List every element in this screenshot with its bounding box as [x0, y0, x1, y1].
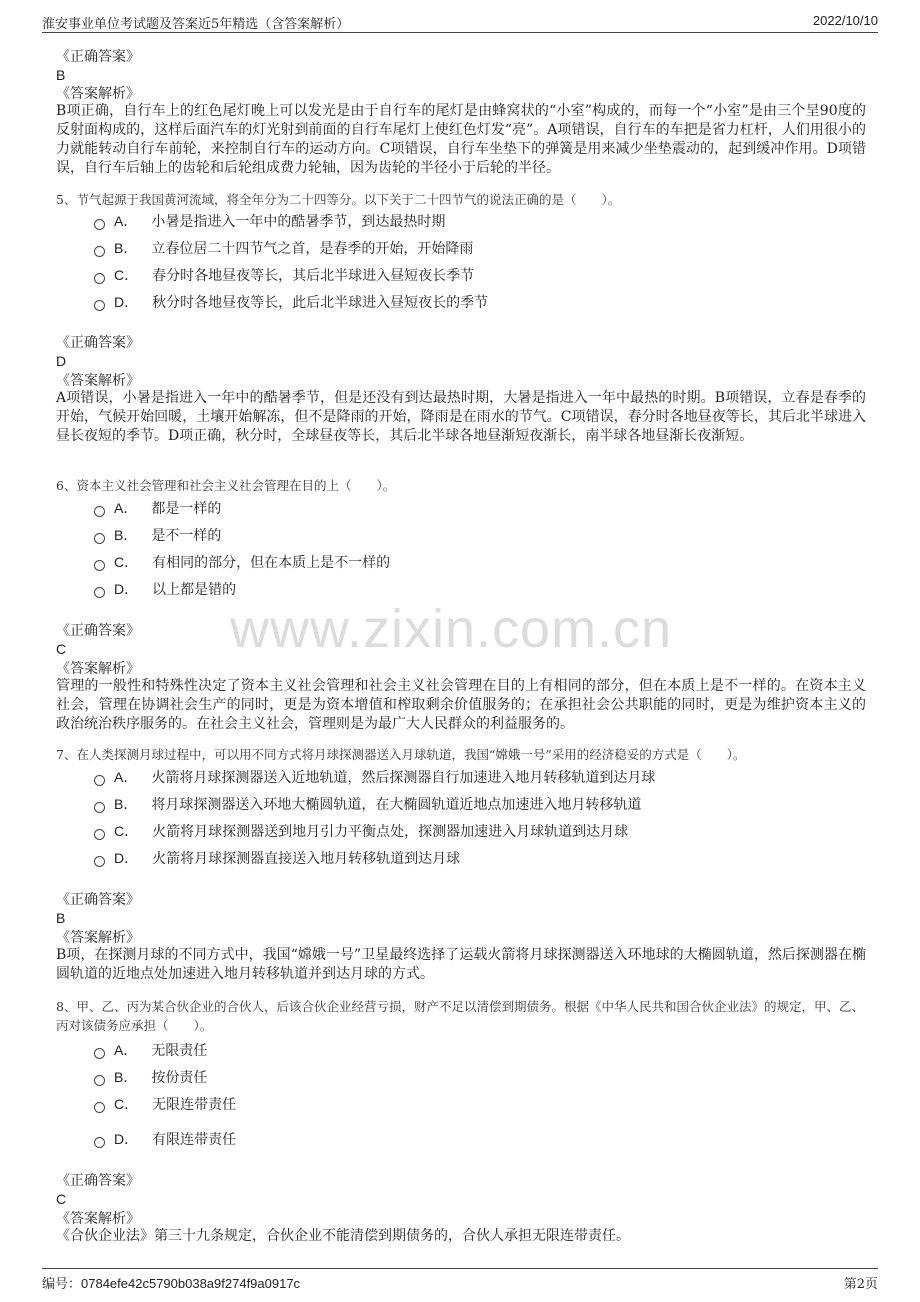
radio-icon[interactable]	[94, 533, 105, 544]
option-b[interactable]: B． 立春位居二十四节气之首，是春季的开始，开始降雨	[94, 237, 473, 259]
correct-answer-label: 《正确答案》	[56, 1173, 140, 1189]
analysis-label: 《答案解析》	[56, 661, 140, 677]
option-a[interactable]: A． 小暑是指进入一年中的酷暑季节，到达最热时期	[94, 210, 445, 232]
document-code: 编号：0784efe42c5790b038a9f274f9a0917c	[42, 1276, 301, 1292]
question-stem: 5、节气起源于我国黄河流域，将全年分为二十四等分。以下关于二十四节气的说法正确的是（ ）。	[56, 192, 621, 207]
option-c[interactable]: C． 火箭将月球探测器送到地月引力平衡点处，探测器加速进入月球轨道到达月球	[94, 820, 628, 842]
analysis-text: A项错误，小暑是指进入一年中的酷暑季节，但是还没有到达最热时期，大暑是指进入一年中最热的时期。B项错误，立春是春季的开始，气候开始回暖，土壤开始解冻，但不是降雨的开始，降雨是在雨水的节气。C项错误，春分时各地昼夜等长，其后北半球进入昼长夜短的季节。D项正确，秋分时，全球昼夜等长，其后北半球各地昼渐短夜渐长，南半球各地昼渐长夜渐短。	[56, 390, 866, 444]
option-b[interactable]: B． 将月球探测器送入环地大椭圆轨道，在大椭圆轨道近地点加速进入地月转移轨道	[94, 793, 641, 815]
radio-icon[interactable]	[94, 560, 105, 571]
watermark: www.zixin.com.cn	[230, 599, 673, 659]
radio-icon[interactable]	[94, 219, 105, 230]
radio-icon[interactable]	[94, 246, 105, 257]
correct-answer-label: 《正确答案》	[56, 335, 140, 351]
page-header	[42, 10, 878, 33]
radio-icon[interactable]	[94, 1075, 105, 1086]
radio-icon[interactable]	[94, 1048, 105, 1059]
option-d[interactable]: D． 有限连带责任	[94, 1128, 236, 1150]
radio-icon[interactable]	[94, 829, 105, 840]
option-a[interactable]: A． 都是一样的	[94, 497, 221, 519]
correct-answer-value: D	[56, 353, 67, 369]
option-a[interactable]: A． 火箭将月球探测器送入近地轨道，然后探测器自行加速进入地月转移轨道到达月球	[94, 766, 655, 788]
correct-answer-label: 《正确答案》	[56, 892, 140, 908]
option-b[interactable]: B． 按份责任	[94, 1066, 207, 1088]
analysis-text: 《合伙企业法》第三十九条规定，合伙企业不能清偿到期债务的，合伙人承担无限连带责任。	[56, 1228, 630, 1244]
question-stem: 7、在人类探测月球过程中，可以用不同方式将月球探测器送入月球轨道，我国“嫦娥一号”采用的经济稳妥的方式是（ ）。	[56, 747, 746, 762]
analysis-label: 《答案解析》	[56, 86, 140, 102]
option-d[interactable]: D． 火箭将月球探测器直接送入地月转移轨道到达月球	[94, 847, 460, 869]
option-b[interactable]: B． 是不一样的	[94, 524, 221, 546]
correct-answer-value: B	[56, 67, 66, 83]
radio-icon[interactable]	[94, 587, 105, 598]
correct-answer-label: 《正确答案》	[56, 623, 140, 639]
correct-answer-value: C	[56, 641, 67, 657]
analysis-text: 管理的一般性和特殊性决定了资本主义社会管理和社会主义社会管理在目的上有相同的部分，但在本质上是不一样的。在资本主义社会，管理在协调社会生产的同时，更是为资本增值和榨取剩余价值服务的；在承担社会公共职能的同时，更是为维护资本主义的政治统治秩序服务的。在社会主义社会，管理则是为最广大人民群众的利益服务的。	[56, 678, 866, 732]
radio-icon[interactable]	[94, 775, 105, 786]
analysis-text: B项，在探测月球的不同方式中，我国“嫦娥一号”卫星最终选择了运载火箭将月球探测器送入环地球的大椭圆轨道，然后探测器在椭圆轨道的近地点处加速进入地月转移轨道并到达月球的方式。	[56, 947, 866, 982]
document-title: 淮安事业单位考试题及答案近5年精选（含答案解析）	[42, 17, 350, 32]
radio-icon[interactable]	[94, 506, 105, 517]
correct-answer-label: 《正确答案》	[56, 49, 140, 65]
radio-icon[interactable]	[94, 273, 105, 284]
document-date: 2022/10/10	[812, 13, 878, 28]
correct-answer-value: B	[56, 910, 66, 926]
question-stem: 6、资本主义社会管理和社会主义社会管理在目的上（ ）。	[56, 478, 396, 493]
option-c[interactable]: C． 春分时各地昼夜等长，其后北半球进入昼短夜长季节	[94, 264, 474, 286]
analysis-label: 《答案解析》	[56, 373, 140, 389]
page-footer	[42, 1268, 878, 1292]
option-a[interactable]: A． 无限责任	[94, 1039, 207, 1061]
radio-icon[interactable]	[94, 1137, 105, 1148]
option-d[interactable]: D． 秋分时各地昼夜等长，此后北半球进入昼短夜长的季节	[94, 291, 488, 313]
option-c[interactable]: C． 有相同的部分，但在本质上是不一样的	[94, 551, 390, 573]
question-stem: 8、甲、乙、丙为某合伙企业的合伙人，后该合伙企业经营亏损，财产不足以清偿到期债务。根据《中华人民共和国合伙企业法》的规定，甲、乙、丙对该债务应承担（ ）。	[56, 999, 864, 1033]
radio-icon[interactable]	[94, 1102, 105, 1113]
radio-icon[interactable]	[94, 300, 105, 311]
radio-icon[interactable]	[94, 856, 105, 867]
option-d[interactable]: D． 以上都是错的	[94, 578, 236, 600]
analysis-label: 《答案解析》	[56, 1211, 140, 1227]
correct-answer-value: C	[56, 1191, 67, 1207]
analysis-label: 《答案解析》	[56, 930, 140, 946]
option-c[interactable]: C． 无限连带责任	[94, 1093, 236, 1115]
page-number: 第2页	[843, 1277, 878, 1292]
radio-icon[interactable]	[94, 802, 105, 813]
analysis-text: B项正确，自行车上的红色尾灯晚上可以发光是由于自行车的尾灯是由蜂窝状的“小室”构成的，而每一个“小室”是由三个呈90度的反射面构成的，这样后面汽车的灯光射到前面的自行车尾灯上使红色灯发“亮”。A项错误，自行车的车把是省力杠杆，人们用很小的力就能转动自行车前轮，来控制自行车的运动方向。C项错误，自行车坐垫下的弹簧是用来减少坐垫震动的，起到缓冲作用。D项错误，自行车后轴上的齿轮和后轮组成费力轮轴，因为齿轮的半径小于后轮的半径。	[56, 103, 866, 176]
